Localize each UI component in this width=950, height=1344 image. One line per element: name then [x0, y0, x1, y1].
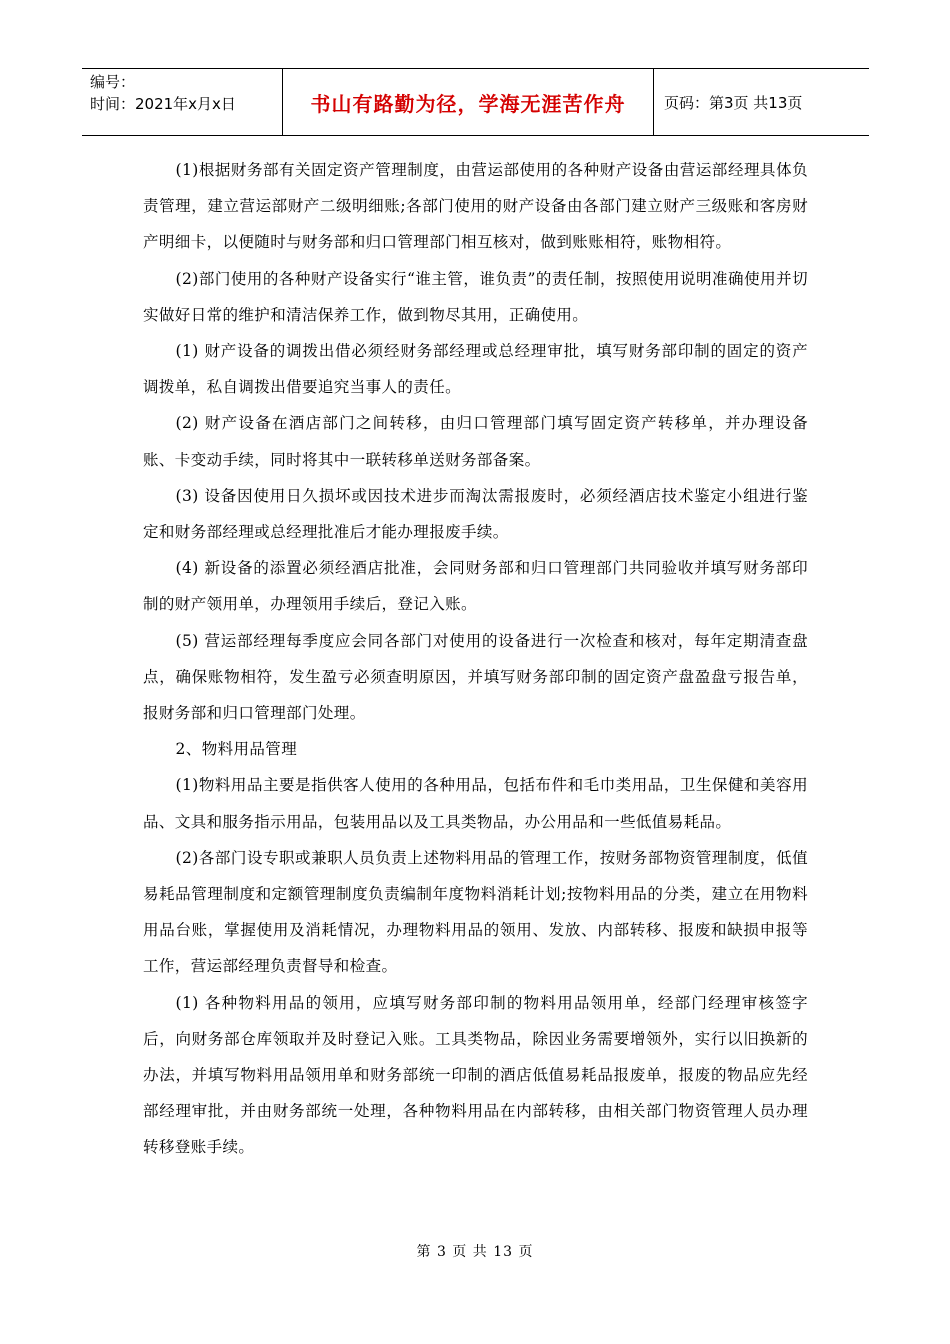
paragraph: (1)根据财务部有关固定资产管理制度，由营运部使用的各种财产设备由营运部经理具体负责管理，建立营运部财产二级明细账;各部门使用的财产设备由各部门建立财产三级账和客房财产明细卡，以便随时与财务部和归口管理部门相互核对，做到账账相符，账物相符。 [143, 161, 808, 252]
paragraph: (2)各部门设专职或兼职人员负责上述物料用品的管理工作，按财务部物资管理制度，低值易耗品管理制度和定额管理制度负责编制年度物料消耗计划;按物料用品的分类，建立在用物料用品台账，掌握使用及消耗情况，办理物料用品的领用、发放、内部转移、报废和缺损申报等工作，营运部经理负责督导和检查。 [143, 848, 808, 976]
header-meta [82, 69, 282, 135]
document-body [143, 152, 808, 1166]
paragraph: (5) 营运部经理每季度应会同各部门对使用的设备进行一次检查和核对，每年定期清查盘点，确保账物相符，发生盈亏必须查明原因，并填写财务部印制的固定资产盘盈盘亏报告单，报财务部和归口管理部门处理。 [143, 631, 808, 723]
paragraph: (1) 财产设备的调拨出借必须经财务部经理或总经理审批，填写财务部印制的固定的资产调拨单，私自调拨出借要追究当事人的责任。 [143, 342, 808, 397]
document-date: 时间：2021年x月x日 [90, 95, 236, 113]
paragraph: (1)物料用品主要是指供客人使用的各种用品，包括布件和毛巾类用品，卫生保健和美容用品、文具和服务指示用品，包装用品以及工具类物品，办公用品和一些低值易耗品。 [143, 776, 808, 831]
section-heading: 2、物料用品管理 [175, 740, 298, 759]
page-header [82, 68, 869, 136]
paragraph: (4) 新设备的添置必须经酒店批准，会同财务部和归口管理部门共同验收并填写财务部印制的财产领用单，办理领用手续后，登记入账。 [143, 559, 808, 614]
paragraph: (1) 各种物料用品的领用，应填写财务部印制的物料用品领用单，经部门经理审核签字后，向财务部仓库领取并及时登记入账。工具类物品，除因业务需要增领外，实行以旧换新的办法，并填写物料用品领用单和财务部统一印制的酒店低值易耗品报废单，报废的物品应先经部经理审批，并由财务部统一处理，各种物料用品在内部转移，由相关部门物资管理人员办理转移登账手续。 [143, 993, 808, 1157]
header-motto: 书山有路勤为径，学海无涯苦作舟 [282, 69, 654, 135]
paragraph: (2)部门使用的各种财产设备实行“谁主管，谁负责”的责任制，按照使用说明准确使用并切实做好日常的维护和清洁保养工作，做到物尽其用，正确使用。 [143, 269, 808, 324]
page-footer: 第 3 页 共 13 页 [416, 1244, 534, 1260]
document-number-label: 编号： [90, 73, 136, 91]
paragraph: (2) 财产设备在酒店部门之间转移，由归口管理部门填写固定资产转移单，并办理设备账、卡变动手续，同时将其中一联转移单送财务部备案。 [143, 414, 808, 469]
header-page-info: 页码：第3页 共13页 [664, 93, 803, 112]
paragraph: (3) 设备因使用日久损坏或因技术进步而淘汰需报废时，必须经酒店技术鉴定小组进行鉴定和财务部经理或总经理批准后才能办理报废手续。 [143, 486, 808, 542]
